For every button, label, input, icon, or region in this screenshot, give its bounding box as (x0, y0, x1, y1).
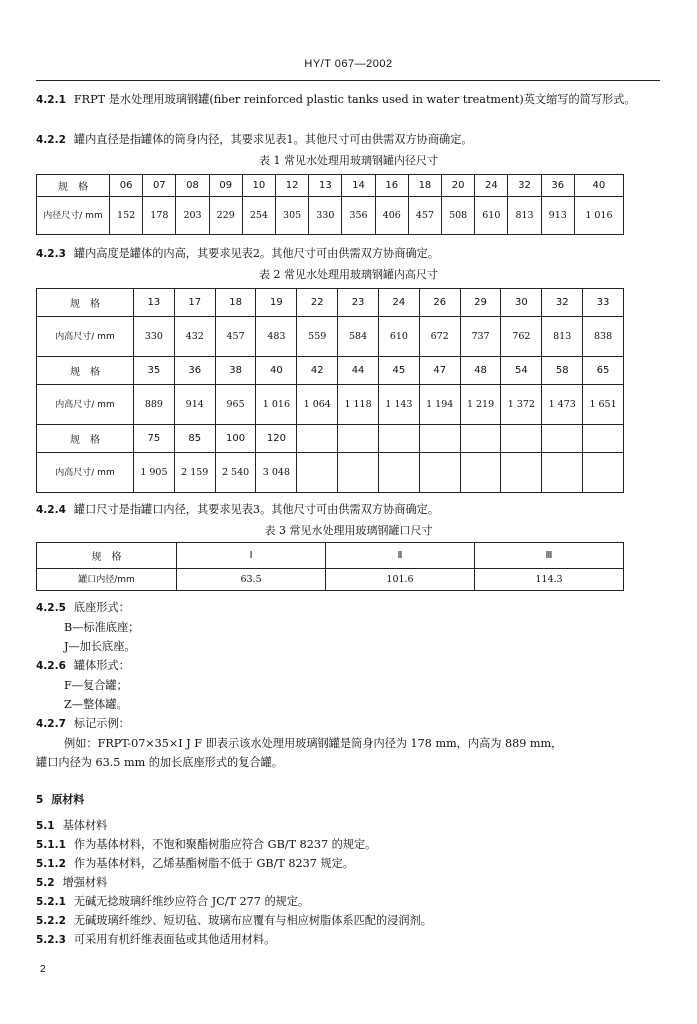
table-2-spec: 13 (134, 289, 175, 317)
table-2-value: 559 (297, 317, 338, 357)
table-3-mouth-diameter (36, 542, 624, 591)
table-2-value: 330 (134, 317, 175, 357)
clause-text: 可采用有机纤维表面毡或其他适用材料。 (73, 933, 276, 946)
clause-5-2-3 (36, 930, 664, 950)
clause-number: 5.1.1 (36, 839, 66, 851)
table-2-spec: 75 (134, 425, 175, 453)
table-2-spec: 38 (215, 357, 256, 385)
table-1-value: 1 016 (574, 197, 623, 235)
clause-number: 5.2.2 (36, 915, 66, 927)
table-2-height-label: 内高尺寸/ mm (37, 385, 134, 425)
table-2-value: 889 (134, 385, 175, 425)
table-2-spec: 29 (460, 289, 501, 317)
table-1-spec-label: 规 格 (37, 175, 110, 197)
table-2-spec: 40 (256, 357, 297, 385)
table-1-value: 152 (110, 197, 143, 235)
clause-text: 标记示例： (73, 717, 130, 730)
list-item: Z—整体罐。 (64, 698, 128, 711)
table-1-value: 356 (342, 197, 375, 235)
table-1-value: 203 (176, 197, 209, 235)
table-2-spec: 23 (338, 289, 379, 317)
list-item: F—复合罐； (64, 679, 128, 692)
table-3-value: 114.3 (475, 569, 624, 591)
table-1-spec: 06 (110, 175, 143, 197)
list-item: J—加长底座。 (64, 640, 136, 653)
clause-number: 4.2.3 (36, 248, 66, 260)
table-2-empty-cell (297, 453, 338, 493)
table-1-value: 813 (508, 197, 541, 235)
table-2-value: 965 (215, 385, 256, 425)
table-3-value: 63.5 (177, 569, 326, 591)
table-1-spec: 32 (508, 175, 541, 197)
table-2-value: 1 016 (256, 385, 297, 425)
clause-number: 5.1 (36, 820, 55, 832)
page-number: 2 (40, 964, 46, 975)
clause-text: 罐口尺寸是指罐口内径，其要求见表3。其他尺寸可由供需双方协商确定。 (73, 503, 440, 516)
clause-number: 4.2.2 (36, 134, 66, 146)
table-2-value: 2 540 (215, 453, 256, 493)
table-2-spec: 85 (174, 425, 215, 453)
table-1-spec: 12 (276, 175, 309, 197)
table-2-empty-cell (419, 453, 460, 493)
clause-4-2-3 (36, 244, 664, 264)
table-1-inner-diameter (36, 174, 624, 235)
table-2-spec: 17 (174, 289, 215, 317)
table-2-value: 432 (174, 317, 215, 357)
table-2-empty-cell (501, 453, 542, 493)
table-2-spec: 22 (297, 289, 338, 317)
table-2-spec: 35 (134, 357, 175, 385)
table-2-spec: 120 (256, 425, 297, 453)
clause-text: 罐内直径是指罐体的筒身内径，其要求见表1。其他尺寸可由供需双方协商确定。 (73, 133, 473, 146)
clause-5-1-2 (36, 854, 664, 874)
clause-text: 作为基体材料，不饱和聚酯树脂应符合 GB/T 8237 的规定。 (73, 838, 377, 851)
clause-title: 增强材料 (62, 876, 108, 889)
section-title: 原材料 (51, 793, 85, 806)
table-2-spec: 45 (378, 357, 419, 385)
table-2-spec: 58 (542, 357, 583, 385)
table-2-value: 914 (174, 385, 215, 425)
section-5-heading (36, 790, 664, 810)
table-1-value: 330 (309, 197, 342, 235)
table-1-spec: 13 (309, 175, 342, 197)
table-1-spec: 07 (143, 175, 176, 197)
table-2-empty-cell (583, 425, 624, 453)
clause-4-2-6 (36, 656, 664, 714)
table-1-spec: 14 (342, 175, 375, 197)
table-2-value: 584 (338, 317, 379, 357)
clause-number: 4.2.1 (36, 94, 66, 106)
table-2-empty-cell (419, 425, 460, 453)
clause-text: 底座形式： (73, 601, 130, 614)
table-2-spec: 36 (174, 357, 215, 385)
table-1-spec: 09 (209, 175, 242, 197)
table-2-inner-height (36, 288, 624, 493)
table-2-empty-cell (338, 425, 379, 453)
clause-5-1 (36, 816, 664, 836)
table-3-dia-label: 罐口内径/mm (37, 569, 177, 591)
table-2-height-label: 内高尺寸/ mm (37, 453, 134, 493)
clause-number: 4.2.7 (36, 718, 66, 730)
table-3-caption: 表 3 常见水处理用玻璃钢罐口尺寸 (264, 524, 433, 537)
header-rule (36, 80, 660, 81)
table-3-spec: Ⅱ (326, 543, 475, 569)
clause-number: 4.2.5 (36, 602, 66, 614)
table-2-spec: 24 (378, 289, 419, 317)
table-1-spec: 08 (176, 175, 209, 197)
clause-title: 基体材料 (62, 819, 108, 832)
table-1-value: 508 (442, 197, 475, 235)
list-item: B—标准底座； (64, 621, 140, 634)
clause-5-2 (36, 873, 664, 893)
table-2-value: 1 118 (338, 385, 379, 425)
table-1-value: 457 (408, 197, 441, 235)
table-2-empty-cell (460, 425, 501, 453)
table-2-value: 762 (501, 317, 542, 357)
clause-4-2-7 (36, 714, 664, 772)
table-2-spec: 47 (419, 357, 460, 385)
table-2-value: 1 064 (297, 385, 338, 425)
table-1-value: 913 (541, 197, 574, 235)
example-line: 例如：FRPT-07×35×Ⅰ J F 即表示该水处理用玻璃钢罐是筒身内径为 178 mm，内高为 889 mm， (64, 737, 563, 750)
table-2-value: 838 (583, 317, 624, 357)
table-1-value: 610 (475, 197, 508, 235)
table-2-empty-cell (501, 425, 542, 453)
clause-text: 罐体形式： (73, 659, 130, 672)
table-2-value: 737 (460, 317, 501, 357)
table-2-value: 3 048 (256, 453, 297, 493)
table-2-spec: 54 (501, 357, 542, 385)
table-1-caption: 表 1 常见水处理用玻璃钢罐内径尺寸 (259, 154, 438, 167)
table-1-value-label: 内径尺寸/ mm (37, 197, 110, 235)
table-2-spec: 32 (542, 289, 583, 317)
clause-text: 罐内高度是罐体的内高，其要求见表2。其他尺寸可由供需双方协商确定。 (73, 247, 440, 260)
clause-4-2-5 (36, 598, 664, 656)
table-1-spec: 10 (242, 175, 275, 197)
table-2-spec: 100 (215, 425, 256, 453)
table-3-value: 101.6 (326, 569, 475, 591)
standard-header: HY/T 067—2002 (304, 58, 393, 70)
table-2-value: 457 (215, 317, 256, 357)
clause-text: FRPT 是水处理用玻璃钢罐(fiber reinforced plastic tanks used in water treatment)英文缩写的简写形式。 (73, 93, 636, 106)
table-1-spec: 40 (574, 175, 623, 197)
table-1-value: 229 (209, 197, 242, 235)
clause-number: 4.2.6 (36, 660, 66, 672)
table-2-spec: 42 (297, 357, 338, 385)
table-2-value: 2 159 (174, 453, 215, 493)
clause-text: 作为基体材料，乙烯基酯树脂不低于 GB/T 8237 规定。 (73, 857, 354, 870)
table-2-value: 1 905 (134, 453, 175, 493)
table-1-value: 178 (143, 197, 176, 235)
table-2-value: 1 473 (542, 385, 583, 425)
clause-number: 5.2.1 (36, 896, 66, 908)
table-2-value: 483 (256, 317, 297, 357)
clause-text: 无碱无捻玻璃纤维纱应符合 JC/T 277 的规定。 (73, 895, 310, 908)
clause-number: 5.2 (36, 877, 55, 889)
table-1-spec: 18 (408, 175, 441, 197)
table-2-value: 1 219 (460, 385, 501, 425)
clause-5-1-1 (36, 835, 664, 855)
table-2-spec: 26 (419, 289, 460, 317)
table-2-value: 610 (378, 317, 419, 357)
table-2-value: 1 143 (378, 385, 419, 425)
table-2-value: 672 (419, 317, 460, 357)
table-2-empty-cell (338, 453, 379, 493)
table-2-empty-cell (378, 453, 419, 493)
table-2-spec: 33 (583, 289, 624, 317)
table-2-value: 813 (542, 317, 583, 357)
table-2-empty-cell (378, 425, 419, 453)
table-1-value: 406 (375, 197, 408, 235)
table-1-spec: 36 (541, 175, 574, 197)
table-2-spec: 48 (460, 357, 501, 385)
table-2-spec: 44 (338, 357, 379, 385)
clause-4-2-4 (36, 500, 664, 520)
table-3-spec: Ⅰ (177, 543, 326, 569)
section-number: 5 (36, 794, 44, 806)
clause-number: 5.1.2 (36, 858, 66, 870)
example-line: 罐口内径为 63.5 mm 的加长底座形式的复合罐。 (36, 756, 283, 769)
table-1-spec: 20 (442, 175, 475, 197)
table-2-spec-label: 规 格 (37, 357, 134, 385)
table-2-spec: 65 (583, 357, 624, 385)
table-2-spec: 18 (215, 289, 256, 317)
table-1-value: 305 (276, 197, 309, 235)
clause-number: 5.2.3 (36, 934, 66, 946)
table-1-spec: 24 (475, 175, 508, 197)
clause-number: 4.2.4 (36, 504, 66, 516)
clause-4-2-2 (36, 130, 664, 150)
clause-4-2-1 (36, 90, 664, 110)
table-2-spec-label: 规 格 (37, 289, 134, 317)
table-2-value: 1 372 (501, 385, 542, 425)
table-2-height-label: 内高尺寸/ mm (37, 317, 134, 357)
clause-text: 无碱玻璃纤维纱、短切毡、玻璃布应覆有与相应树脂体系匹配的浸润剂。 (73, 914, 432, 927)
table-2-empty-cell (583, 453, 624, 493)
clause-5-2-2 (36, 911, 664, 931)
table-2-spec-label: 规 格 (37, 425, 134, 453)
table-3-spec: Ⅲ (475, 543, 624, 569)
table-1-spec: 16 (375, 175, 408, 197)
table-2-value: 1 651 (583, 385, 624, 425)
table-2-empty-cell (542, 453, 583, 493)
table-2-spec: 19 (256, 289, 297, 317)
table-2-empty-cell (542, 425, 583, 453)
table-2-empty-cell (460, 453, 501, 493)
table-1-value: 254 (242, 197, 275, 235)
table-2-empty-cell (297, 425, 338, 453)
table-2-value: 1 194 (419, 385, 460, 425)
table-3-spec-label: 规 格 (37, 543, 177, 569)
table-2-spec: 30 (501, 289, 542, 317)
clause-5-2-1 (36, 892, 664, 912)
table-2-caption: 表 2 常见水处理用玻璃钢罐内高尺寸 (259, 268, 438, 281)
